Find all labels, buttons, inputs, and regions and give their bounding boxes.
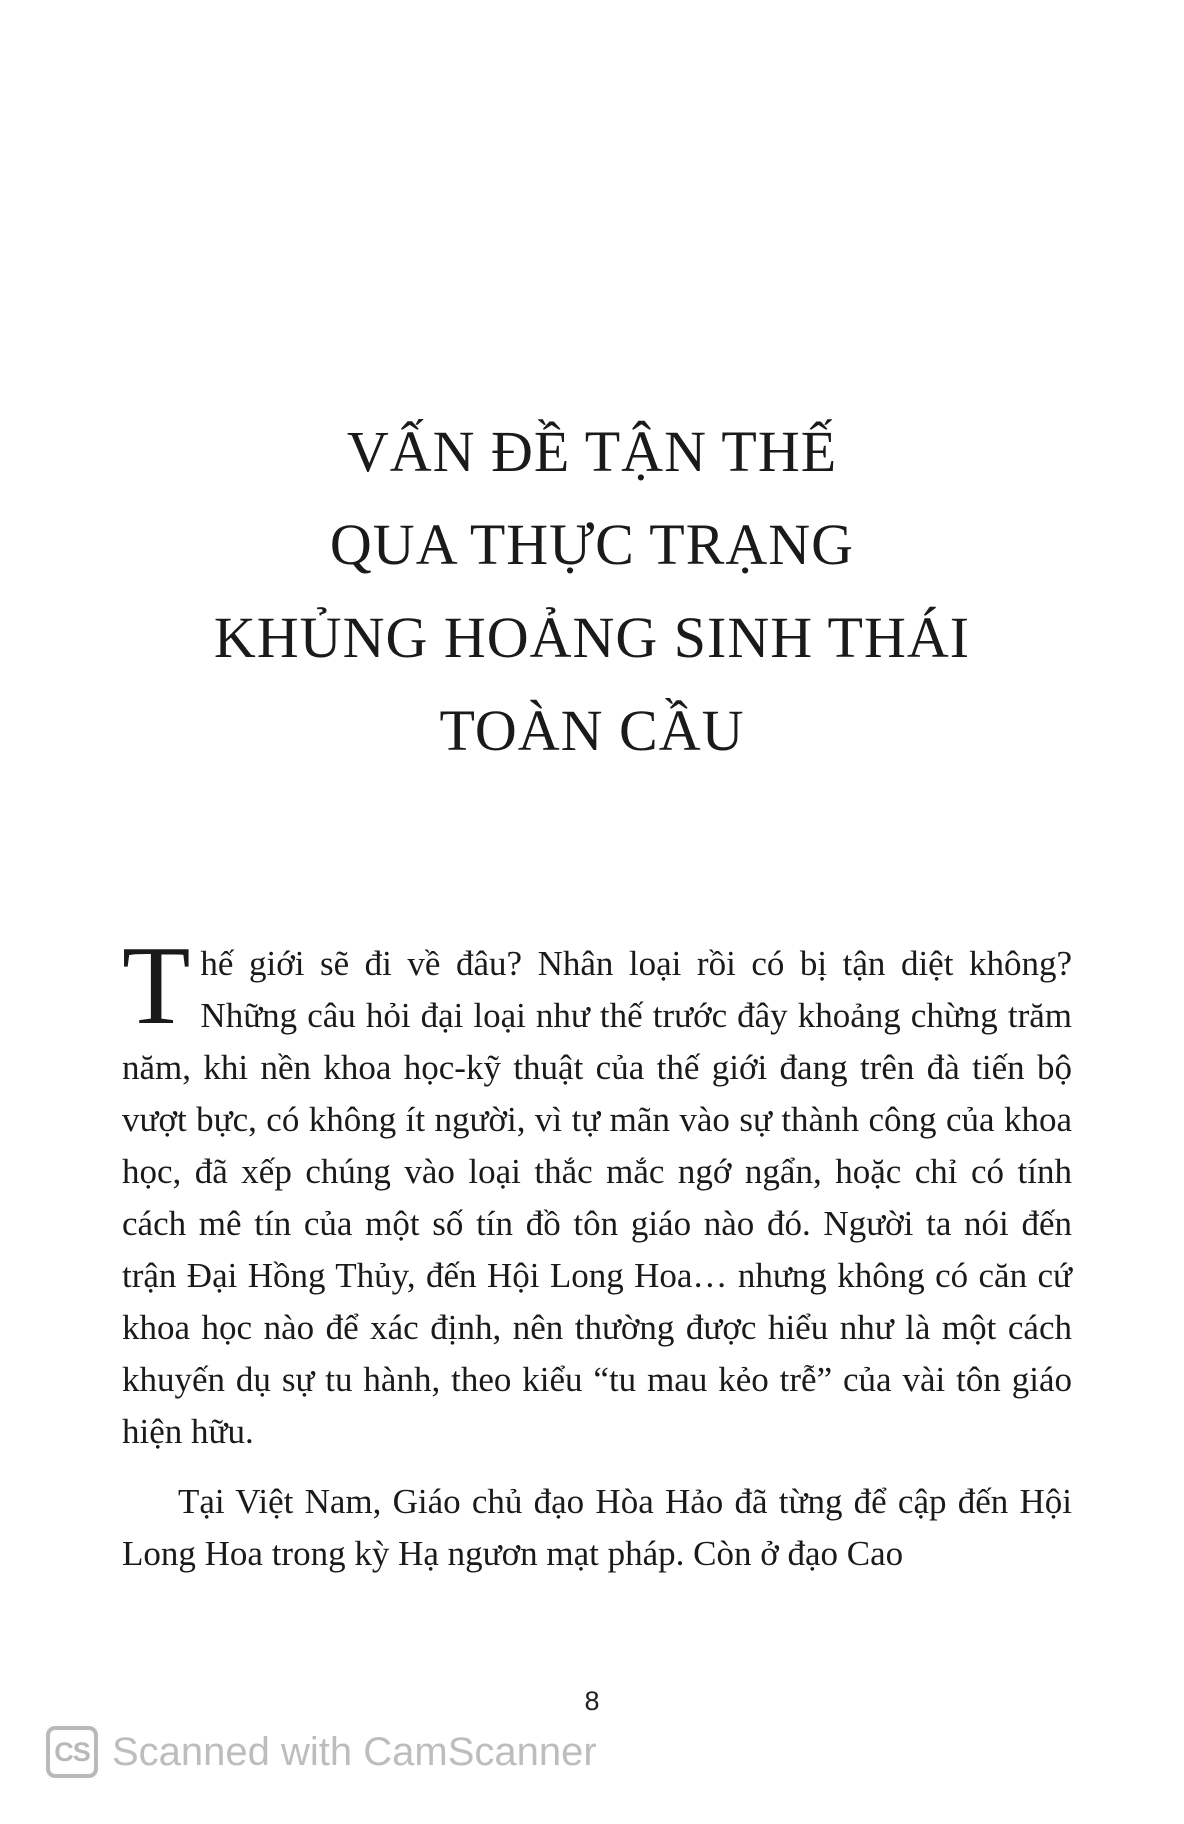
paragraph-1	[122, 924, 1072, 1458]
watermark-text: Scanned with CamScanner	[112, 1729, 597, 1774]
title-line-2: QUA THỰC TRẠNG	[329, 512, 855, 577]
title-line-1: VẤN ĐỀ TẬN THẾ	[346, 419, 838, 484]
paragraph-1-text: hế giới sẽ đi về đâu? Nhân loại rồi có bị tận diệt không? Những câu hỏi đại loại như thế trước đây khoảng chừng trăm năm, khi nền khoa học-kỹ thuật của thế giới đang trên đà tiến bộ vượt bực, có không ít người, vì tự mãn vào sự thành công của khoa học, đã xếp chúng vào loại thắc mắc ngớ ngẩn, hoặc chỉ có tính cách mê tín của một số tín đồ tôn giáo nào đó. Người ta nói đến trận Đại Hồng Thủy, đến Hội Long Hoa… nhưng không có căn cứ khoa học nào để xác định, nên thường được hiểu như là một cách khuyến dụ sự tu hành, theo kiểu “tu mau kẻo trễ” của vài tôn giáo hiện hữu.	[122, 944, 1072, 1451]
page-number: 8	[584, 1686, 600, 1716]
title-line-3: KHỦNG HOẢNG SINH THÁI	[213, 605, 971, 670]
camscanner-watermark	[46, 1722, 597, 1782]
drop-cap: T	[122, 924, 191, 1048]
camscanner-logo-icon: CS	[46, 1726, 98, 1778]
chapter-title	[0, 405, 1184, 777]
paragraph-2: Tại Việt Nam, Giáo chủ đạo Hòa Hảo đã từng để cập đến Hội Long Hoa trong kỳ Hạ ngươn mạt pháp. Còn ở đạo Cao	[122, 1482, 1072, 1573]
body-text	[122, 924, 1072, 1580]
title-line-4: TOÀN CẦU	[439, 698, 745, 763]
